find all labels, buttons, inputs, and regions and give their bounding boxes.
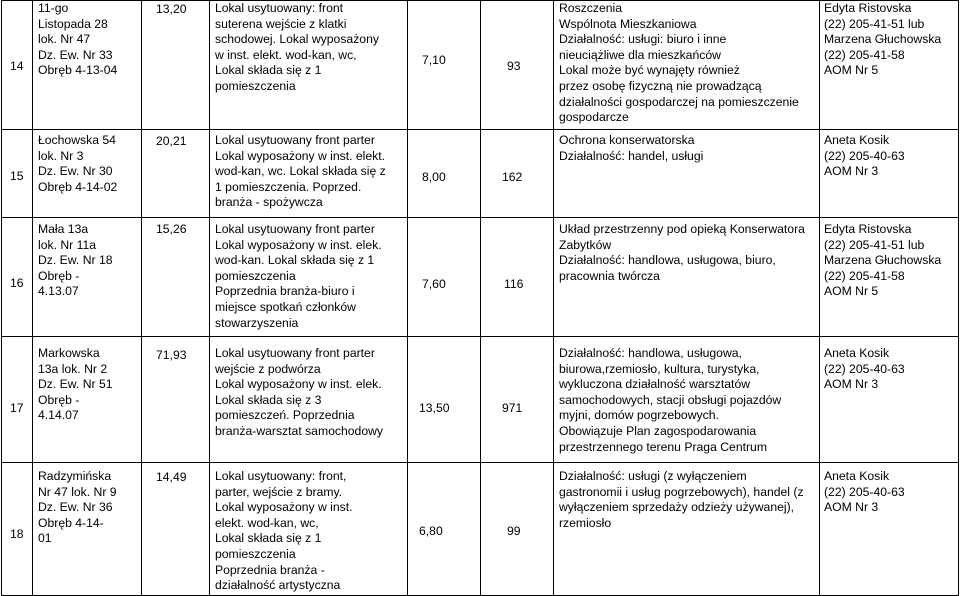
description-cell: Lokal usytuowany front parter Lokal wyposażony w inst. elek. wod-kan. Lokal składa się z 1 pomieszczenia Poprzednia branża-biuro i miejsce spotkań członków stowarzyszenia [215, 222, 382, 330]
table-border [958, 0, 959, 596]
column-divider [480, 0, 481, 596]
address-cell: Łochowska 54 lok. Nr 3 Dz. Ew. Nr 30 Obręb 4-14-02 [38, 133, 118, 194]
address-cell: Radzymińska Nr 47 lok. Nr 9 Dz. Ew. Nr 36 Obręb 4-14- 01 [38, 469, 117, 546]
table-border [1, 0, 2, 596]
notes-cell: Ochrona konserwatorska Działalność: handel, usługi [559, 133, 704, 163]
row-number: 15 [10, 169, 24, 183]
column-divider [819, 0, 820, 596]
area-cell: 20,21 [156, 134, 187, 148]
description-cell: Lokal usytuowany front parter wejście z podwórza Lokal wyposażony w inst. elek. Lokal składa się z 3 pomieszczeń. Poprzednia branża-warsztat samochodowy [215, 346, 383, 438]
description-cell: Lokal usytuowany: front, parter, wejście z bramy. Lokal wyposażony w inst. elekt. wod-kan, wc, Lokal składa się z 1 pomieszczenia Poprzednia branża - działalność artystyczna [215, 469, 353, 593]
area-cell: 71,93 [156, 348, 187, 362]
address-cell: 11-go Listopada 28 lok. Nr 47 Dz. Ew. Nr 33 Obręb 4-13-04 [38, 1, 118, 78]
column-divider [407, 0, 408, 596]
column-divider [32, 0, 33, 596]
row-number: 17 [10, 401, 24, 415]
rate-cell: 7,10 [422, 53, 446, 67]
address-cell: Mała 13a lok. Nr 11a Dz. Ew. Nr 18 Obręb - 4.13.07 [38, 222, 113, 299]
contact-cell: Aneta Kosik (22) 205-40-63 AOM Nr 3 [824, 469, 905, 515]
address-cell: Markowska 13a lok. Nr 2 Dz. Ew. Nr 51 Obręb - 4.14.07 [38, 346, 113, 423]
notes-cell: Działalność: handlowa, usługowa, biurowa,rzemiosło, kultura, turystyka, wykluczona działalność warsztatów samochodowych, stacji obsługi pojazdów myjni, domów pogrzebowych. Obowiązuje Plan zagospodarowania przestrzennego terenu Praga Centrum [559, 346, 782, 454]
amount-cell: 99 [507, 524, 521, 538]
rate-cell: 8,00 [422, 170, 446, 184]
contact-cell: Aneta Kosik (22) 205-40-63 AOM Nr 3 [824, 346, 905, 392]
amount-cell: 93 [507, 59, 521, 73]
rate-cell: 7,60 [422, 277, 446, 291]
rate-cell: 13,50 [419, 401, 450, 415]
area-cell: 13,20 [156, 2, 187, 16]
notes-cell: Roszczenia Wspólnota Mieszkaniowa Działalność: usługi: biuro i inne nieuciążliwe dla mieszkańców Lokal może być wynajęty również przez osobę fizyczną nie prowadzącą działalności gospodarczej na pomieszczenie gospodarcze [559, 1, 799, 125]
area-cell: 14,49 [156, 470, 187, 484]
listings-table [1, 0, 959, 596]
row-number: 16 [10, 276, 24, 290]
column-divider [141, 0, 142, 596]
amount-cell: 162 [502, 170, 523, 184]
contact-cell: Edyta Ristovska (22) 205-41-51 lub Marzena Głuchowska (22) 205-41-58 AOM Nr 5 [824, 222, 942, 299]
area-cell: 15,26 [156, 222, 187, 236]
amount-cell: 116 [504, 277, 524, 291]
rate-cell: 6,80 [419, 524, 443, 538]
notes-cell: Układ przestrzenny pod opieką Konserwatora Zabytków Działalność: handlowa, usługowa, biuro, pracownia twórcza [559, 222, 805, 283]
contact-cell: Aneta Kosik (22) 205-40-63 AOM Nr 3 [824, 133, 905, 179]
amount-cell: 971 [502, 401, 523, 415]
notes-cell: Działalność: usługi (z wyłączeniem gastronomii i usług pogrzebowych), handel (z wyłączeniem sprzedaży odzieży używanej), rzemiosło [559, 469, 804, 530]
row-number: 14 [10, 59, 24, 73]
description-cell: Lokal usytuowany front parter Lokal wyposażony w inst. elekt. wod-kan, wc. Lokal składa się z 1 pomieszczenia. Poprzed. branża - spożywcza [215, 133, 386, 210]
description-cell: Lokal usytuowany: front suterena wejście z klatki schodowej. Lokal wyposażony w inst. elekt. wod-kan, wc, Lokal składa się z 1 pomieszczenia [215, 1, 379, 93]
column-divider [209, 0, 210, 596]
row-number: 18 [10, 527, 24, 541]
contact-cell: Edyta Ristovska (22) 205-41-51 lub Marzena Głuchowska (22) 205-41-58 AOM Nr 5 [824, 1, 942, 78]
column-divider [553, 0, 554, 596]
